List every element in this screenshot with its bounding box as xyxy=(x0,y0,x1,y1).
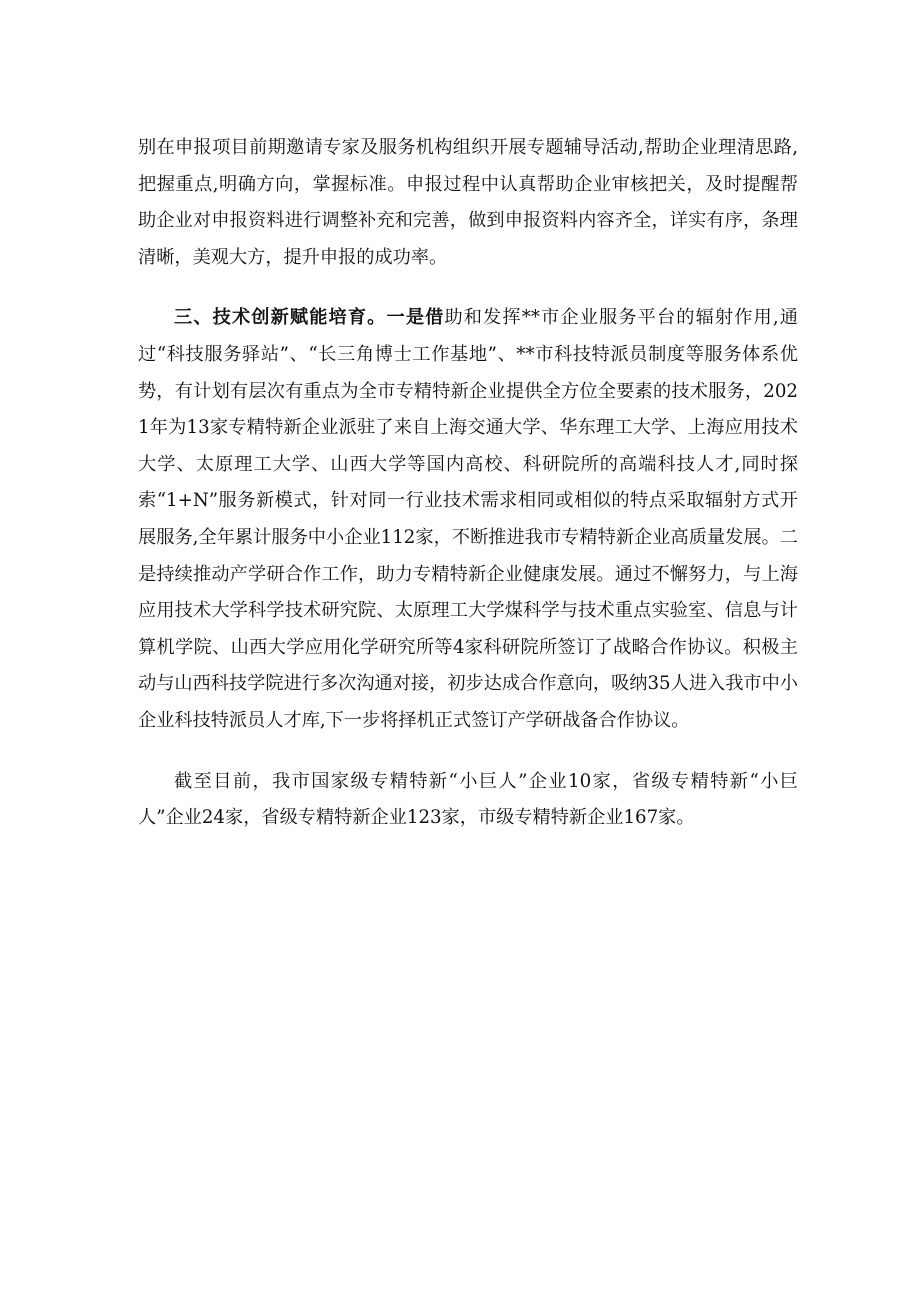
section-body: 助和发挥**市企业服务平台的辐射作用,通过“科技服务驿站”、“长三角博士工作基地”、**市科技特派员制度等服务体系优势，有计划有层次有重点为全市专精特新企业提供全方位全要素的技术服务，2021年为13家专精特新企业派驻了来自上海交通大学、华东理工大学、上海应用技术大学、太原理工大学、山西大学等国内高校、科研院所的高端科技人才,同时探索“1+N”服务新模式，针对同一行业技术需求相同或相似的特点采取辐射方式开展服务,全年累计服务中小企业112家，不断推进我市专精特新企业高质量发展。二是持续推动产学研合作工作，助力专精特新企业健康发展。通过不懈努力，与上海应用技术大学科学技术研究院、太原理工大学煤科学与技术重点实验室、信息与计算机学院、山西大学应用化学研究所等4家科研院所签订了战略合作协议。积极主动与山西科技学院进行多次沟通对接，初步达成合作意向，吸纳35人进入我市中小企业科技特派员人才库,下一步将择机正式签订产学研战备合作协议。 xyxy=(138,307,798,731)
section-lead: 一是借 xyxy=(386,307,445,329)
section-heading: 三、技术创新赋能培育。 xyxy=(174,307,387,329)
paragraph-summary: 截至目前，我市国家级专精特新“小巨人”企业10家，省级专精特新“小巨人”企业24家，省级专精特新企业123家，市级专精特新企业167家。 xyxy=(138,770,798,829)
paragraph-application-support: 别在申报项目前期邀请专家及服务机构组织开展专题辅导活动,帮助企业理清思路,把握重点,明确方向，掌握标准。申报过程中认真帮助企业审核把关，及时提醒帮助企业对申报资料进行调整补充和完善，做到申报资料内容齐全，详实有序，条理清晰，美观大方，提升申报的成功率。 xyxy=(138,137,798,268)
document-page xyxy=(138,130,798,837)
paragraph-tech-innovation xyxy=(138,300,798,739)
